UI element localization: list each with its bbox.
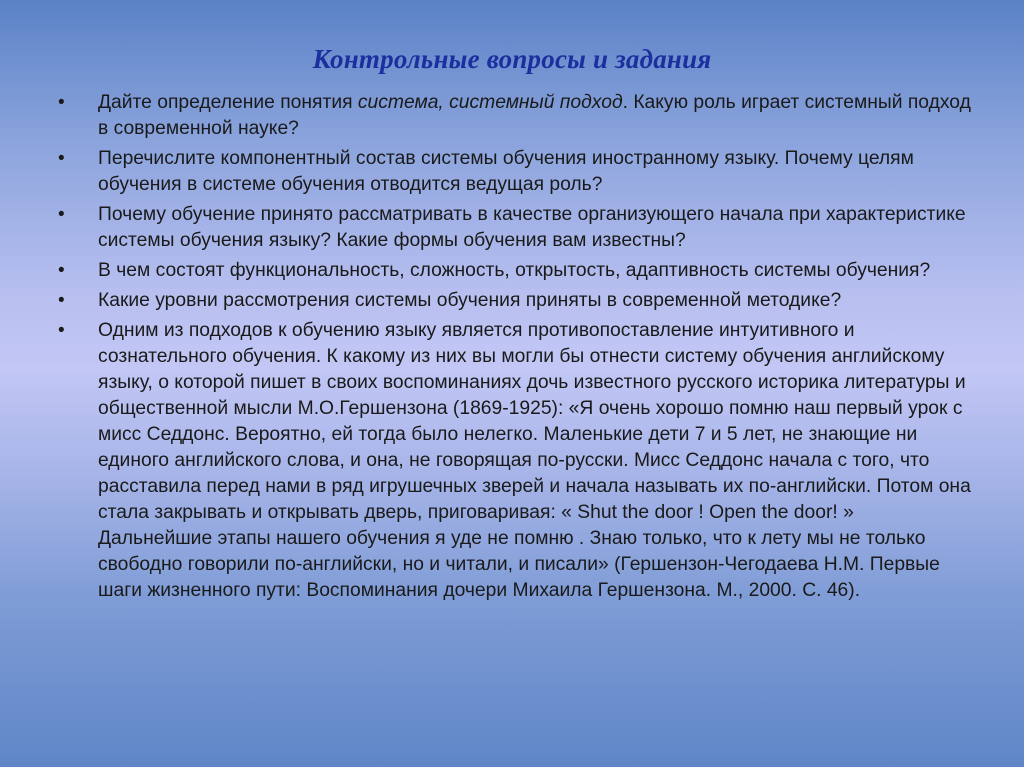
list-item-3	[58, 202, 973, 254]
list-item-6	[58, 318, 973, 604]
item-4-text: В чем состоят функциональность, сложность, открытость, адаптивность системы обучения?	[98, 260, 931, 281]
question-list	[58, 90, 973, 608]
bullet-icon: •	[58, 320, 65, 341]
item-1-text-end: . Какую роль играет системный подход в современной науке?	[98, 92, 971, 139]
bullet-icon: •	[58, 204, 65, 225]
list-item-4	[58, 258, 973, 284]
bullet-icon: •	[58, 290, 65, 311]
item-6-text: Одним из подходов к обучению языку является противопоставление интуитивного и сознательного обучения. К какому из них вы могли бы отнести систему обучения английскому языку, о которой пишет в своих воспоминаниях дочь известного русского историка литературы и общественной мысли М.О.Гершензона (1869-1925): «Я очень хорошо помню наш первый урок с мисс Седдонс. Вероятно, ей тогда было нелегко. Маленькие дети 7 и 5 лет, не знающие ни единого английского слова, и она, не говорящая по-русски. Мисс Седдонс начала с того, что расставила перед нами в ряд игрушечных зверей и начала называть их по-английски. Потом она стала закрывать и открывать дверь, приговаривая: « Shut the door ! Open the door! » Дальнейшие этапы нашего обучения я уде не помню . Знаю только, что к лету мы не только свободно говорили по-английски, но и читали, и писали» (Гершензон-Чегодаева Н.М. Первые шаги жизненного пути: Воспоминания дочери Михаила Гершензона. М., 2000. С. 46).	[98, 320, 971, 601]
list-item-1	[58, 90, 973, 142]
item-1-text-start: Дайте определение понятия	[98, 92, 358, 113]
list-item-2	[58, 146, 973, 198]
item-1-italic-terms: система, системный подход	[357, 92, 623, 113]
item-3-text: Почему обучение принято рассматривать в качестве организующего начала при характеристике системы обучения языку? Какие формы обучения вам известны?	[98, 204, 966, 251]
bullet-icon: •	[58, 92, 65, 113]
bullet-icon: •	[58, 260, 65, 281]
item-5-text: Какие уровни рассмотрения системы обучения приняты в современной методике?	[98, 290, 842, 311]
slide-title: Контрольные вопросы и задания	[312, 44, 712, 74]
list-item-5	[58, 288, 973, 314]
item-2-text: Перечислите компонентный состав системы обучения иностранному языку. Почему целям обучения в системе обучения отводится ведущая роль?	[98, 148, 914, 195]
bullet-icon: •	[58, 148, 65, 169]
